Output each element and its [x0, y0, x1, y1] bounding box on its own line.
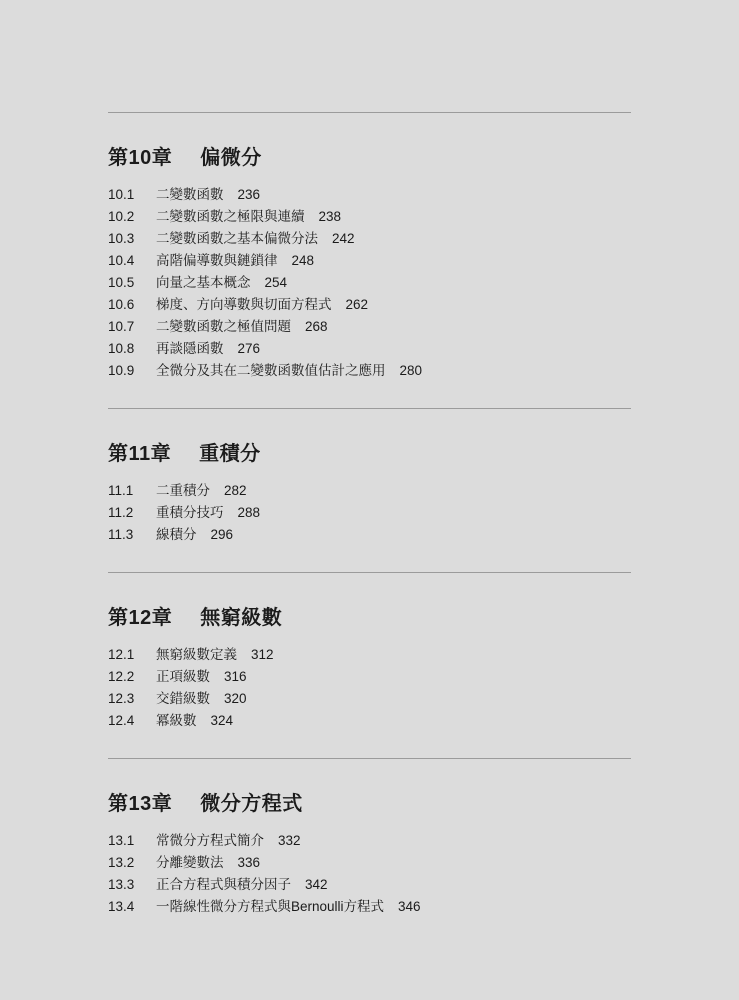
page-number: 288	[237, 505, 261, 520]
toc-entry[interactable]	[108, 184, 631, 206]
section-number: 10.4	[108, 253, 135, 268]
section-list	[108, 638, 631, 758]
section-number: 12.2	[108, 669, 135, 684]
section-number: 11.3	[108, 527, 134, 542]
section-number: 13.4	[108, 899, 135, 914]
toc-entry[interactable]	[108, 228, 631, 250]
section-list	[108, 178, 631, 408]
section-number: 10.9	[108, 363, 135, 378]
page-number: 268	[305, 319, 328, 334]
chapter-number: 第12章	[108, 607, 173, 629]
page-number: 262	[345, 297, 369, 312]
chapter-number: 第10章	[108, 147, 173, 169]
toc-entry[interactable]	[108, 502, 631, 524]
toc-entry[interactable]	[108, 896, 631, 918]
section-number: 13.1	[108, 833, 135, 848]
toc-entry[interactable]	[108, 250, 631, 272]
section-number: 11.1	[108, 483, 134, 498]
section-title: 無窮級數定義	[156, 647, 237, 662]
section-title: 常微分方程式簡介	[156, 833, 264, 848]
toc-entry[interactable]	[108, 338, 631, 360]
page-number: 320	[224, 691, 247, 706]
toc-container	[108, 112, 631, 944]
section-list	[108, 824, 631, 944]
page-number: 296	[210, 527, 234, 542]
page-number: 342	[305, 877, 328, 892]
section-title: 梯度、方向導數與切面方程式	[156, 297, 332, 312]
section-number: 13.3	[108, 877, 135, 892]
chapter-list	[108, 112, 631, 944]
toc-entry[interactable]	[108, 688, 631, 710]
page-number: 280	[399, 363, 423, 378]
section-title: 二變數函數	[156, 187, 224, 202]
section-title: 重積分技巧	[156, 505, 224, 520]
toc-entry[interactable]	[108, 852, 631, 874]
toc-entry[interactable]	[108, 480, 631, 502]
chapter-number: 第11章	[108, 443, 172, 465]
section-title: 正項級數	[156, 669, 210, 684]
section-title: 交錯級數	[156, 691, 210, 706]
chapter-title: 無窮級數	[200, 607, 283, 629]
chapter-block	[108, 113, 631, 408]
chapter-block	[108, 759, 631, 944]
section-title: 分離變數法	[156, 855, 224, 870]
section-number: 12.1	[108, 647, 135, 662]
chapter-heading[interactable]	[108, 759, 631, 824]
section-number: 12.4	[108, 713, 135, 728]
section-number: 10.6	[108, 297, 135, 312]
chapter-block	[108, 573, 631, 758]
chapter-heading[interactable]	[108, 409, 631, 474]
page-number: 248	[291, 253, 315, 268]
page-number: 282	[224, 483, 247, 498]
section-title: 全微分及其在二變數函數值估計之應用	[156, 363, 386, 378]
section-number: 12.3	[108, 691, 135, 706]
section-title: 一階線性微分方程式與Bernoulli方程式	[156, 899, 385, 914]
section-title: 線積分	[156, 527, 197, 542]
chapter-title: 微分方程式	[200, 793, 303, 815]
page-number: 316	[224, 669, 247, 684]
page-number: 332	[278, 833, 301, 848]
chapter-title: 重積分	[199, 443, 261, 465]
page-number: 254	[264, 275, 288, 290]
toc-entry[interactable]	[108, 360, 631, 382]
section-number: 13.2	[108, 855, 135, 870]
section-title: 向量之基本概念	[156, 275, 251, 290]
section-number: 10.2	[108, 209, 135, 224]
section-title: 二變數函數之極值問題	[156, 319, 291, 334]
page-number: 276	[237, 341, 261, 356]
page-number: 336	[237, 855, 261, 870]
chapter-heading[interactable]	[108, 573, 631, 638]
toc-entry[interactable]	[108, 524, 631, 546]
section-title: 正合方程式與積分因子	[156, 877, 291, 892]
toc-entry[interactable]	[108, 710, 631, 732]
section-number: 10.8	[108, 341, 135, 356]
page-number: 346	[398, 899, 421, 914]
toc-entry[interactable]	[108, 272, 631, 294]
section-number: 10.1	[108, 187, 135, 202]
section-title: 二變數函數之基本偏微分法	[156, 231, 318, 246]
page-number: 238	[318, 209, 342, 224]
toc-entry[interactable]	[108, 206, 631, 228]
section-number: 10.5	[108, 275, 135, 290]
toc-entry[interactable]	[108, 666, 631, 688]
toc-entry[interactable]	[108, 830, 631, 852]
section-title: 再談隱函數	[156, 341, 224, 356]
page-number: 312	[251, 647, 274, 662]
chapter-block	[108, 409, 631, 572]
toc-entry[interactable]	[108, 874, 631, 896]
toc-entry[interactable]	[108, 294, 631, 316]
section-title: 冪級數	[156, 713, 197, 728]
section-title: 高階偏導數與鏈鎖律	[156, 253, 278, 268]
section-number: 11.2	[108, 505, 134, 520]
section-number: 10.3	[108, 231, 135, 246]
section-list	[108, 474, 631, 572]
chapter-heading[interactable]	[108, 113, 631, 178]
section-title: 二變數函數之極限與連續	[156, 209, 305, 224]
toc-entry[interactable]	[108, 316, 631, 338]
toc-entry[interactable]	[108, 644, 631, 666]
page-number: 324	[210, 713, 234, 728]
section-title: 二重積分	[156, 483, 210, 498]
chapter-number: 第13章	[108, 793, 173, 815]
page-number: 242	[332, 231, 355, 246]
page-number: 236	[237, 187, 261, 202]
section-number: 10.7	[108, 319, 135, 334]
chapter-title: 偏微分	[200, 147, 262, 169]
